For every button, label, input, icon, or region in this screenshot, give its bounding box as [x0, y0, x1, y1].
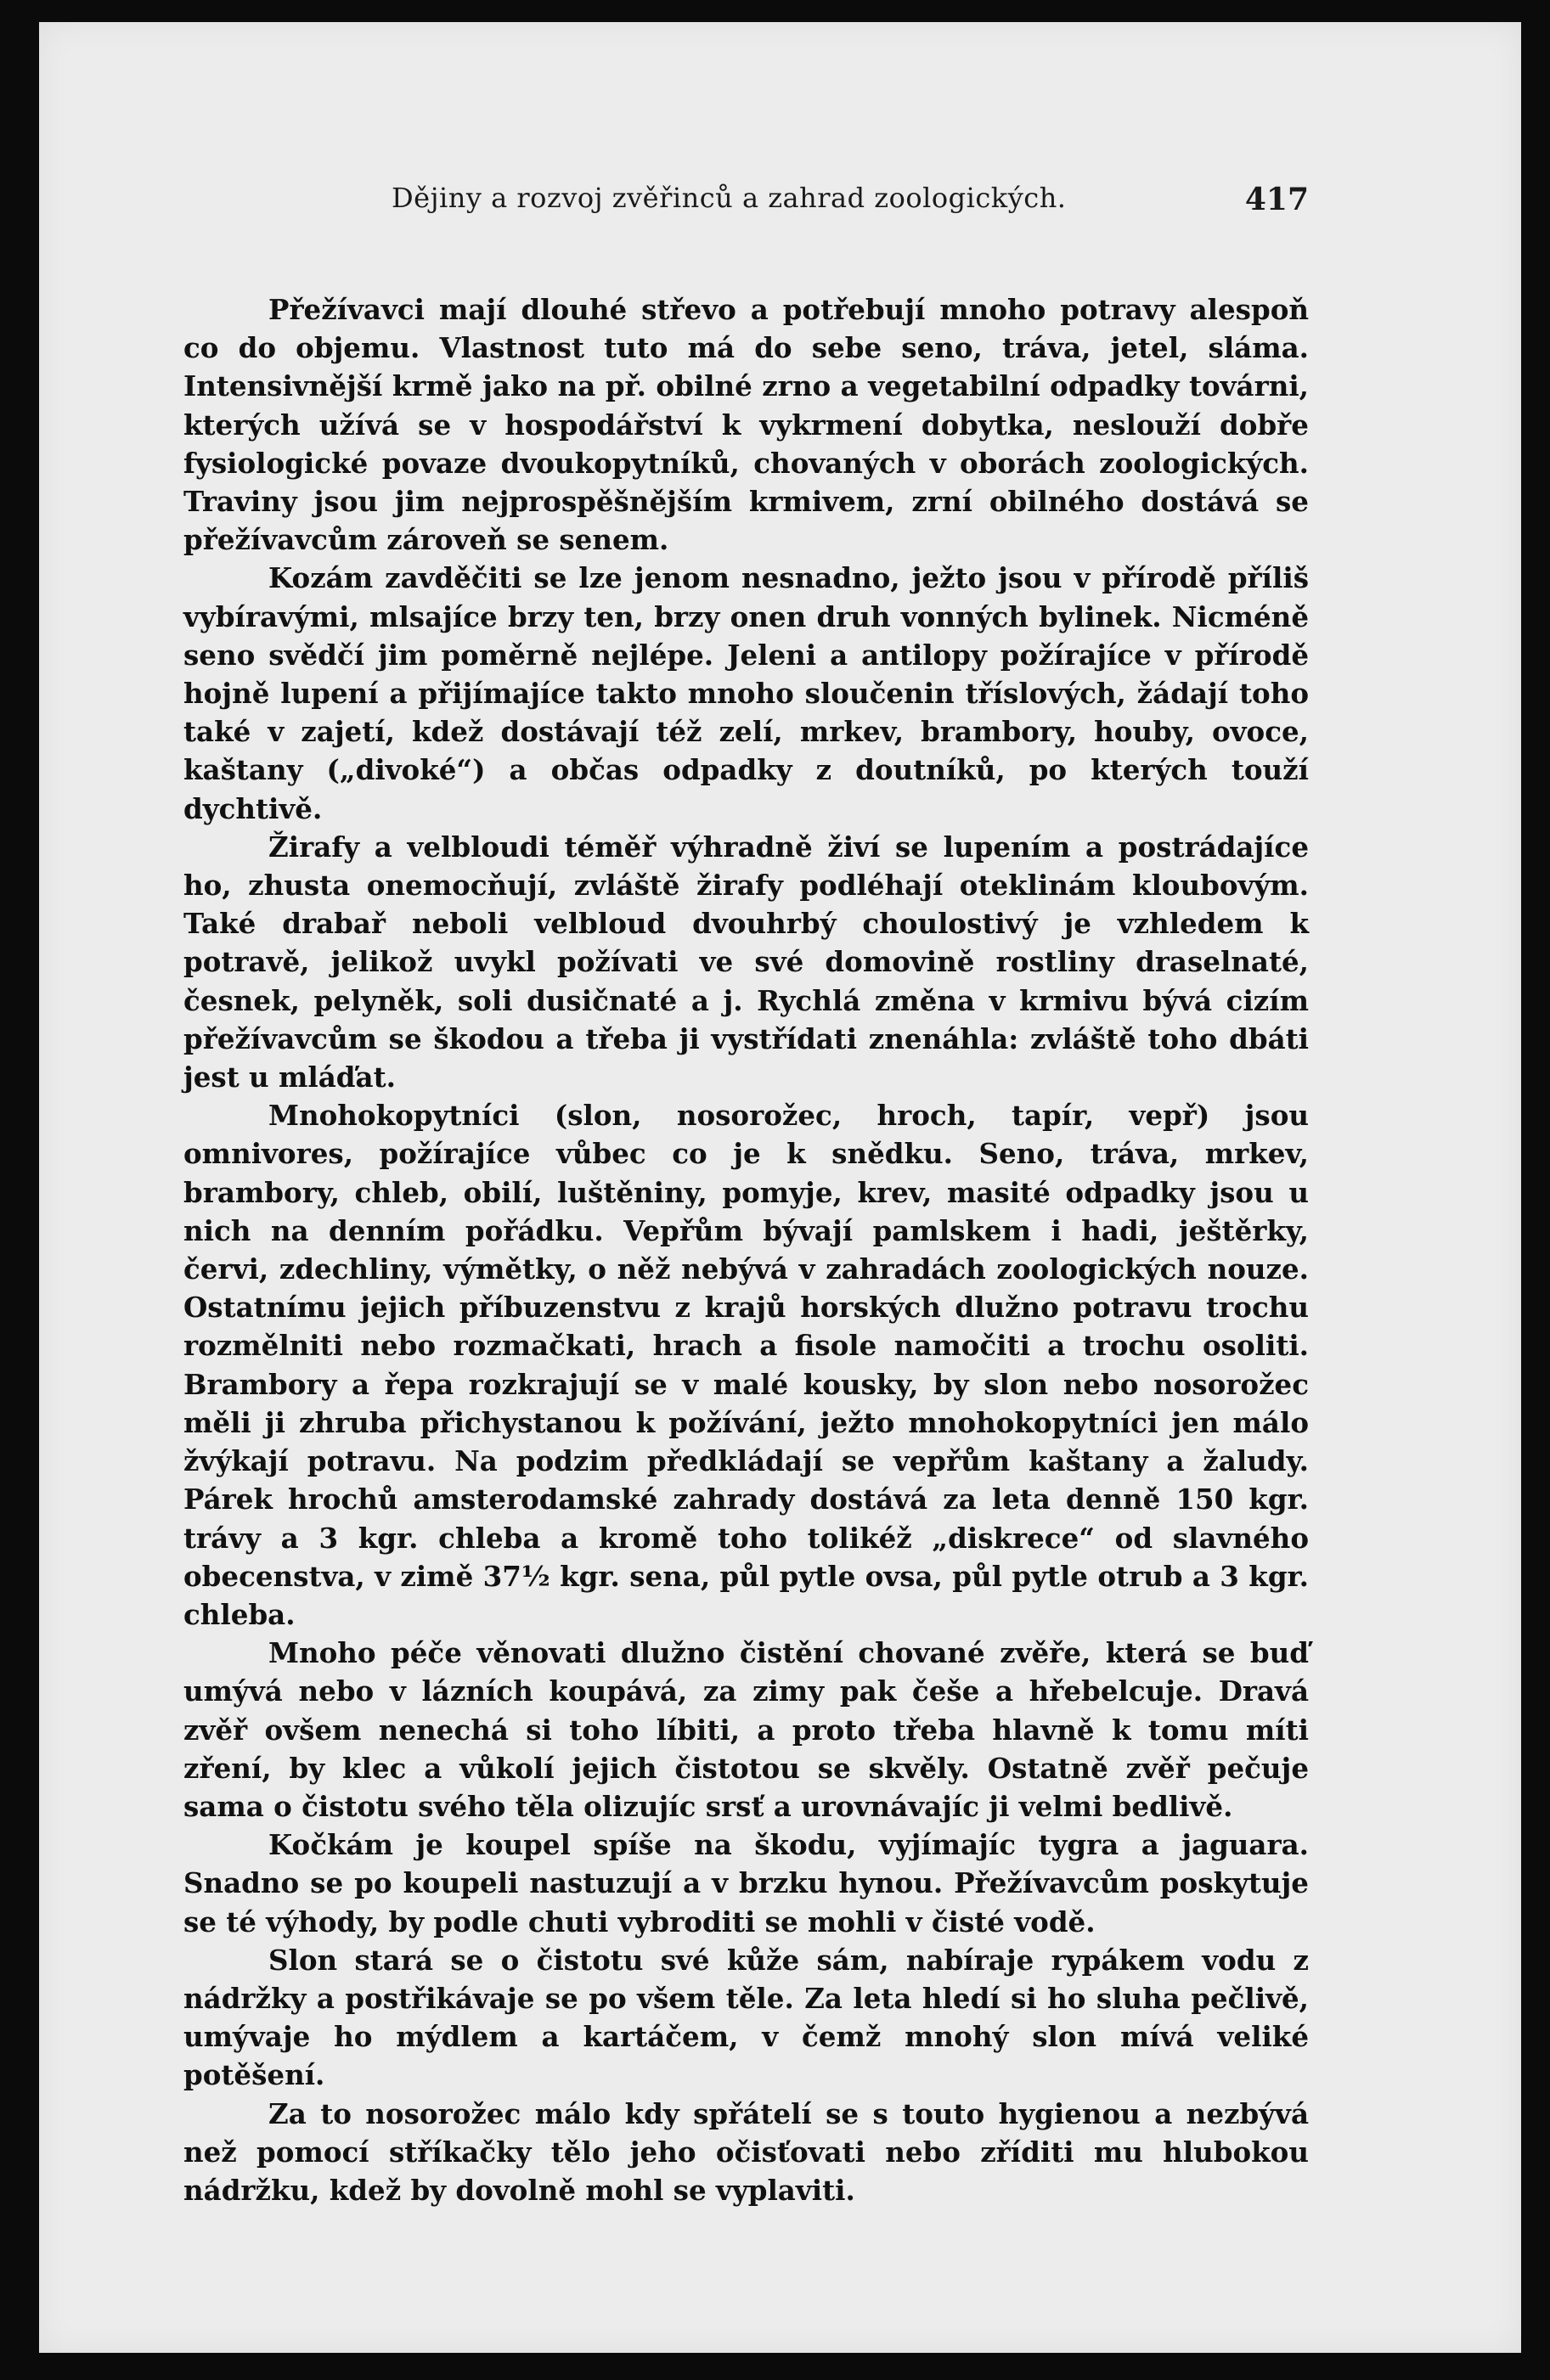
book-page [39, 22, 1521, 2353]
paragraph-multi-hoofed: Mnohokopytníci (slon, nosorožec, hroch, tapír, vepř) jsou omnivores, požírajíce vůbec co je k snědku. Seno, tráva, mrkev, brambory, chleb, obilí, luštěniny, pomyje, krev, masité odpadky jsou u nich na denním pořádku. Vepřům bývají pamlskem i hadi, ještěrky, červi, zdechliny, výmětky, o něž nebývá v zahradách zoologických nouze. Ostatnímu jejich příbuzenstvu z krajů horských dlužno potravu trochu rozmělniti nebo rozmačkati, hrach a fisole namočiti a trochu osoliti. Brambory a řepa rozkrajují se v malé kousky, by slon nebo nosorožec měli ji zhruba přichystanou k požívání, ježto mnohokopytníci jen málo žvýkají potravu. Na podzim předkládají se vepřům kaštany a žaludy. Párek hrochů amsterodamské zahrady dostává za leta denně 150 kgr. trávy a 3 kgr. chleba a kromě toho tolikéž „diskrece“ od slavného obecenstva, v zimě 37½ kgr. sena, půl pytle ovsa, půl pytle otrub a 3 kgr. chleba. [183, 1099, 1309, 1631]
paragraph-goats-deer: Kozám zavděčiti se lze jenom nesnadno, ježto jsou v přírodě příliš vybíravými, mlsajíce brzy ten, brzy onen druh vonných bylinek. Nicméně seno svědčí jim poměrně nejlépe. Jeleni a antilopy požírajíce v přírodě hojně lupení a přijímajíce takto mnoho sloučenin tříslových, žádají toho také v zajetí, kdež dostávají též zelí, mrkev, brambory, houby, ovoce, kaštany („divoké“) a občas odpadky z doutníků, po kterých touží dychtivě. [183, 561, 1309, 825]
body-text [183, 290, 1309, 2209]
paragraph-cleaning: Mnoho péče věnovati dlužno čistění chované zvěře, která se buď umývá nebo v lázních koupává, za zimy pak češe a hřebelcuje. Dravá zvěř ovšem nenechá si toho líbiti, a proto třeba hlavně k tomu míti zření, by klec a vůkolí jejich čistotou se skvěly. Ostatně zvěř pečuje sama o čistotu svého těla olizujíc srsť a urovnávajíc ji velmi bedlivě. [183, 1636, 1309, 1823]
paragraph-elephant: Slon stará se o čistotu své kůže sám, nabíraje rypákem vodu z nádržky a postřikávaje se po všem těle. Za leta hledí si ho sluha pečlivě, umývaje ho mýdlem a kartáčem, v čemž mnohý slon mívá veliké potěšení. [183, 1943, 1309, 2092]
page-header [183, 182, 1309, 233]
paragraph-giraffes-camels: Žirafy a velbloudi téměř výhradně živí se lupením a postrádajíce ho, zhusta onemocňují, zvláště žirafy podléhají oteklinám kloubovým. Také drabař neboli velbloud dvouhrbý choulostivý je vzhledem k potravě, jelikož uvykl požívati ve své domovině rostliny draselnaté, česnek, pelyněk, soli dusičnaté a j. Rychlá změna v krmivu bývá cizím přežívavcům se škodou a třeba ji vystřídati znenáhla: zvláště toho dbáti jest u mláďat. [183, 830, 1309, 1094]
running-title: Dějiny a rozvoj zvěřinců a zahrad zoologických. [392, 182, 1067, 214]
page-number: 417 [1244, 182, 1309, 217]
paragraph-rhinoceros: Za to nosorožec málo kdy spřátelí se s touto hygienou a nezbývá než pomocí stříkačky tělo jeho očisťovati nebo zříditi mu hlubokou nádržku, kdež by dovolně mohl se vyplaviti. [183, 2096, 1309, 2207]
paragraph-cats-bath: Kočkám je koupel spíše na škodu, vyjímajíc tygra a jaguara. Snadno se po koupeli nastuzují a v brzku hynou. Přežívavcům poskytuje se té výhody, by podle chuti vybroditi se mohli v čisté vodě. [183, 1828, 1309, 1938]
paragraph-ruminants: Přežívavci mají dlouhé střevo a potřebují mnoho potravy alespoň co do objemu. Vlastnost tuto má do sebe seno, tráva, jetel, sláma. Intensivnější krmě jako na př. obilné zrno a vegetabilní odpadky továrni, kterých užívá se v hospodářství k vykrmení dobytka, neslouží dobře fysiologické povaze dvoukopytníků, chovaných v oborách zoologických. Traviny jsou jim nejprospěšnějším krmivem, zrní obilného dostává se přežívavcům zároveň se senem. [183, 293, 1309, 557]
